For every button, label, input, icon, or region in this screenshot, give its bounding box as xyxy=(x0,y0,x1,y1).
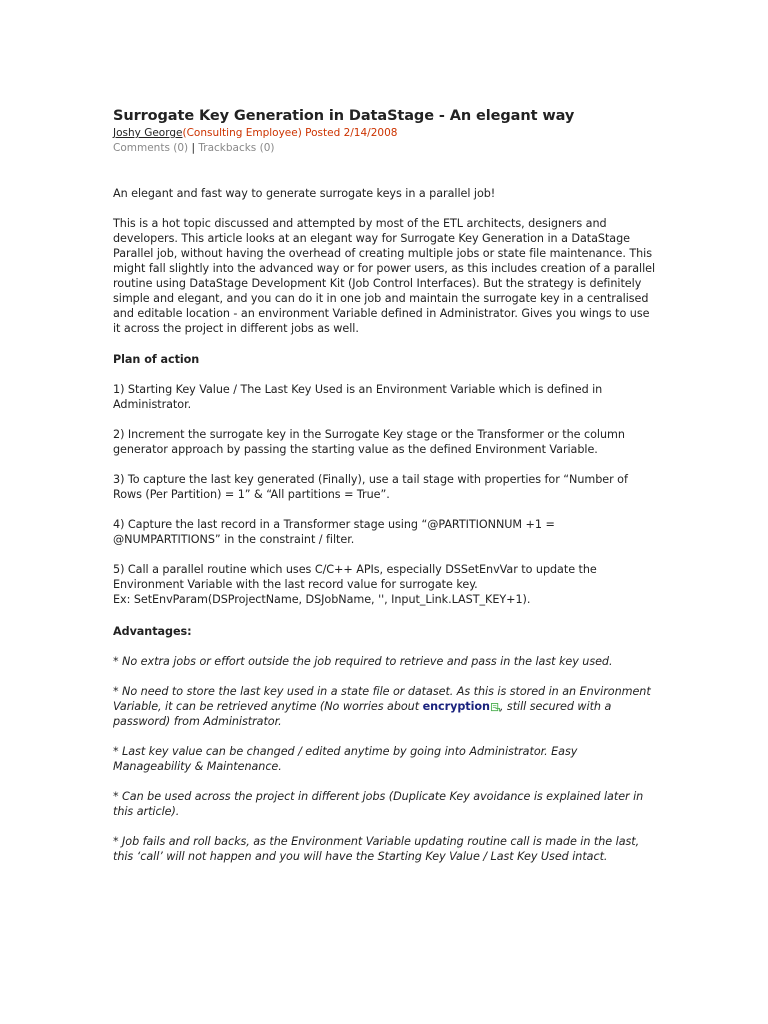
intro-paragraph: This is a hot topic discussed and attempted by most of the ETL architects, designers and developers. This article looks at an elegant way for Surrogate Key Generation in a DataStage Parallel job, without having the overhead of creating multiple jobs or state file maintenance. This might fall slightly into the advanced way or for power users, as this includes creation of a parallel routine using DataStage Development Kit (Job Control Interfaces). But the strategy is definitely simple and elegant, and you can do it in one job and maintain the surrogate key in a centralised and editable location - an environment Variable defined in Administrator. Gives you wings to use it across the project in different jobs as well. xyxy=(113,217,656,335)
plan-step: 3) To capture the last key generated (Finally), use a tail stage with properties for “Number of Rows (Per Partition) = 1” & “All partitions = True”. xyxy=(113,473,628,501)
advantage-item: * Can be used across the project in different jobs (Duplicate Key avoidance is explained later in this article). xyxy=(113,790,644,818)
article-meta xyxy=(113,141,658,156)
article-title: Surrogate Key Generation in DataStage - An elegant way xyxy=(113,108,575,124)
advantages-heading: Advantages: xyxy=(113,625,192,638)
trackbacks-link[interactable]: Trackbacks (0) xyxy=(198,142,275,154)
comments-link[interactable]: Comments (0) xyxy=(113,142,189,154)
plan-step: 2) Increment the surrogate key in the Surrogate Key stage or the Transformer or the column generator approach by passing the starting value as the defined Environment Variable. xyxy=(113,428,625,456)
step-example: Ex: SetEnvParam(DSProjectName, DSJobName, '', Input_Link.LAST_KEY+1). xyxy=(113,593,531,606)
advantage-item: * No extra jobs or effort outside the job required to retrieve and pass in the last key used. xyxy=(113,655,613,668)
plan-step: 4) Capture the last record in a Transformer stage using “@PARTITIONNUM +1 = @NUMPARTITIONS” in the constraint / filter. xyxy=(113,518,555,546)
encryption-link[interactable]: encryption xyxy=(422,700,490,713)
advantage-item: * Job fails and roll backs, as the Environment Variable updating routine call is made in the last, this ‘call’ will not happen and you will have the Starting Key Value / Last Key Used intact. xyxy=(113,835,640,863)
author-link[interactable]: Joshy George xyxy=(113,127,183,139)
plan-heading: Plan of action xyxy=(113,353,200,366)
lead-paragraph: An elegant and fast way to generate surrogate keys in a parallel job! xyxy=(113,187,496,200)
author-role-posted: (Consulting Employee) Posted 2/14/2008 xyxy=(182,127,398,139)
plan-step-5 xyxy=(113,562,658,607)
plan-step: 5) Call a parallel routine which uses C/C++ APIs, especially DSSetEnvVar to update the Environment Variable with the last record value for surrogate key. xyxy=(113,563,597,591)
advantage-item xyxy=(113,684,658,729)
advantage-item: * Last key value can be changed / edited anytime by going into Administrator. Easy Manageability & Maintenance. xyxy=(113,745,578,773)
article xyxy=(113,106,658,863)
advantage-text-after: , still secured with a password) from Administrator. xyxy=(113,700,612,728)
byline xyxy=(113,126,658,141)
plan-step: 1) Starting Key Value / The Last Key Used is an Environment Variable which is defined in Administrator. xyxy=(113,383,603,411)
advantage-text-before: * No need to store the last key used in a state file or dataset. As this is stored in an Environment Variable, it can be retrieved anytime (No worries about xyxy=(113,685,651,713)
meta-separator: | xyxy=(191,142,196,154)
external-link-icon[interactable] xyxy=(491,703,500,712)
